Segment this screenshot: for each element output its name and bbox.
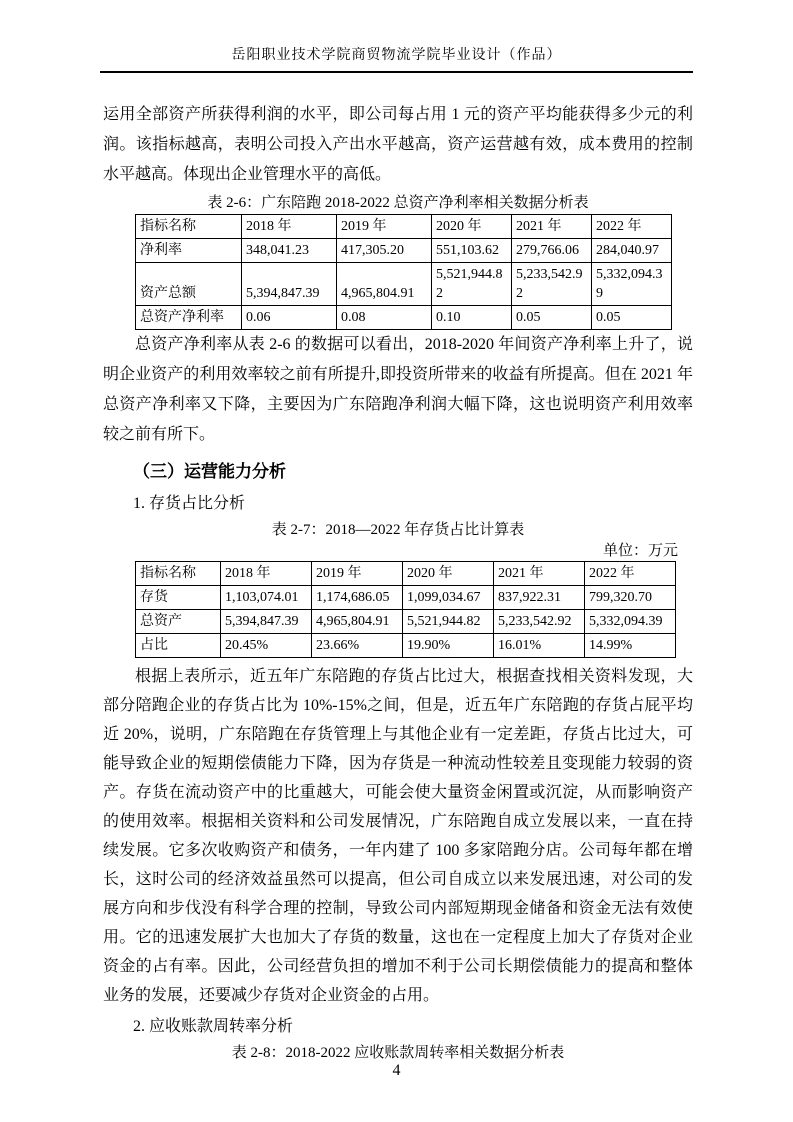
- header-cell-year: 2022 年: [592, 215, 672, 239]
- unit-label: 单位：万元: [602, 543, 678, 559]
- value-cell: 837,922.31: [494, 586, 585, 610]
- subsection-heading-inventory-ratio: 1. 存货占比分析: [133, 495, 246, 512]
- page-number: 4: [392, 1062, 401, 1079]
- value-cell: 14.99%: [585, 634, 676, 658]
- value-cell: 417,305.20: [337, 239, 432, 263]
- header-cell-year: 2021 年: [512, 215, 592, 239]
- table-row: [136, 239, 672, 263]
- value-cell: 1,099,034.67: [403, 586, 494, 610]
- table-2-7-caption: 表 2-7：2018—2022 年存货占比计算表: [271, 522, 525, 538]
- row-label-cell: 存货: [136, 586, 221, 610]
- paragraph-table-2-6-analysis: 总资产净利率从表 2-6 的数据可以看出，2018-2020 年间资产净利率上升了，说明企业资产的利用效率较之前有所提升,即投资所带来的收益有所提高。但在 2021 年总资产净利率又下降，主要因为广东陪跑净利润大幅下降，这也说明资产利用效率较之前有所下。: [103, 336, 693, 443]
- table-2-7-inventory-ratio: [135, 561, 676, 658]
- value-cell: 0.05: [592, 306, 672, 330]
- table-2-8-caption: 表 2-8：2018-2022 应收账款周转率相关数据分析表: [231, 1045, 565, 1061]
- value-cell: 0.05: [512, 306, 592, 330]
- value-cell: 20.45%: [221, 634, 312, 658]
- row-label-cell: 总资产: [136, 610, 221, 634]
- value-cell: 5,394,847.39: [221, 610, 312, 634]
- header-cell-indicator: 指标名称: [136, 215, 242, 239]
- value-cell: 1,174,686.05: [312, 586, 403, 610]
- value-cell: 348,041.23: [242, 239, 337, 263]
- value-cell: 0.08: [337, 306, 432, 330]
- header-cell-year: 2020 年: [432, 215, 512, 239]
- value-cell: 5,394,847.39: [242, 263, 337, 306]
- header-cell-year: 2022 年: [585, 562, 676, 586]
- value-cell: 4,965,804.91: [337, 263, 432, 306]
- value-cell: 5,233,542.92: [512, 263, 592, 306]
- header-cell-year: 2019 年: [312, 562, 403, 586]
- document-body: [103, 100, 693, 1064]
- running-header: 岳阳职业技术学院商贸物流学院毕业设计（作品）: [100, 44, 693, 73]
- row-label-cell: 净利率: [136, 239, 242, 263]
- table-row: [136, 610, 676, 634]
- table-row: [136, 634, 676, 658]
- value-cell: 5,233,542.92: [494, 610, 585, 634]
- value-cell: 5,521,944.82: [432, 263, 512, 306]
- header-cell-indicator: 指标名称: [136, 562, 221, 586]
- row-label-cell: 总资产净利率: [136, 306, 242, 330]
- table-row: [136, 306, 672, 330]
- value-cell: 23.66%: [312, 634, 403, 658]
- value-cell: 279,766.06: [512, 239, 592, 263]
- value-cell: 16.01%: [494, 634, 585, 658]
- table-2-6-net-profit-rate: [135, 214, 672, 330]
- value-cell: 5,332,094.39: [585, 610, 676, 634]
- table-row: [136, 586, 676, 610]
- subsection-heading-receivables-turnover: 2. 应收账款周转率分析: [133, 1018, 294, 1035]
- table-header-row: [136, 215, 672, 239]
- table-header-row: [136, 562, 676, 586]
- row-label-cell: 占比: [136, 634, 221, 658]
- value-cell: 1,103,074.01: [221, 586, 312, 610]
- header-cell-year: 2020 年: [403, 562, 494, 586]
- value-cell: 0.10: [432, 306, 512, 330]
- header-cell-year: 2019 年: [337, 215, 432, 239]
- value-cell: 5,521,944.82: [403, 610, 494, 634]
- header-cell-year: 2018 年: [221, 562, 312, 586]
- value-cell: 19.90%: [403, 634, 494, 658]
- value-cell: 799,320.70: [585, 586, 676, 610]
- value-cell: 0.06: [242, 306, 337, 330]
- header-cell-year: 2021 年: [494, 562, 585, 586]
- value-cell: 5,332,094.39: [592, 263, 672, 306]
- paragraph-inventory-analysis: 根据上表所示，近五年广东陪跑的存货占比过大，根据查找相关资料发现，大部分陪跑企业的存货占比为 10%-15%之间，但是，近五年广东陪跑的存货占屁平均近 20%，说明，广东陪跑在存货管理上与其他企业有一定差距，存货占比过大，可能导致企业的短期偿债能力下降，因为存货是一种流动性较差且变现能力较弱的资产。存货在流动资产中的比重越大，可能会使大量资金闲置或沉淀，从而影响资产的使用效率。根据相关资料和公司发展情况，广东陪跑自成立发展以来，一直在持续发展。它多次收购资产和债务，一年内建了 100 多家陪跑分店。公司每年都在增长，这时公司的经济效益虽然可以提高，但公司自成立以来发展迅速，对公司的发展方向和步伐没有科学合理的控制，导致公司内部短期现金储备和资金无法有效使用。它的迅速发展扩大也加大了存货的数量，这也在一定程度上加大了存货对企业资金的占有率。因此，公司经营负担的增加不利于公司长期偿债能力的提高和整体业务的发展，还要减少存货对企业资金的占用。: [103, 668, 693, 1004]
- value-cell: 551,103.62: [432, 239, 512, 263]
- row-label-cell: 资产总额: [136, 263, 242, 306]
- paragraph-total-asset-intro: 运用全部资产所获得利润的水平，即公司每占用 1 元的资产平均能获得多少元的利润。该指标越高，表明公司投入产出水平越高，资产运营越有效，成本费用的控制水平越高。体现出企业管理水平的高低。: [103, 106, 693, 183]
- value-cell: 4,965,804.91: [312, 610, 403, 634]
- header-cell-year: 2018 年: [242, 215, 337, 239]
- table-row: [136, 263, 672, 306]
- table-2-6-caption: 表 2-6：广东陪跑 2018-2022 总资产净利率相关数据分析表: [207, 195, 589, 211]
- value-cell: 284,040.97: [592, 239, 672, 263]
- section-heading-operating-capacity: （三）运营能力分析: [133, 462, 286, 481]
